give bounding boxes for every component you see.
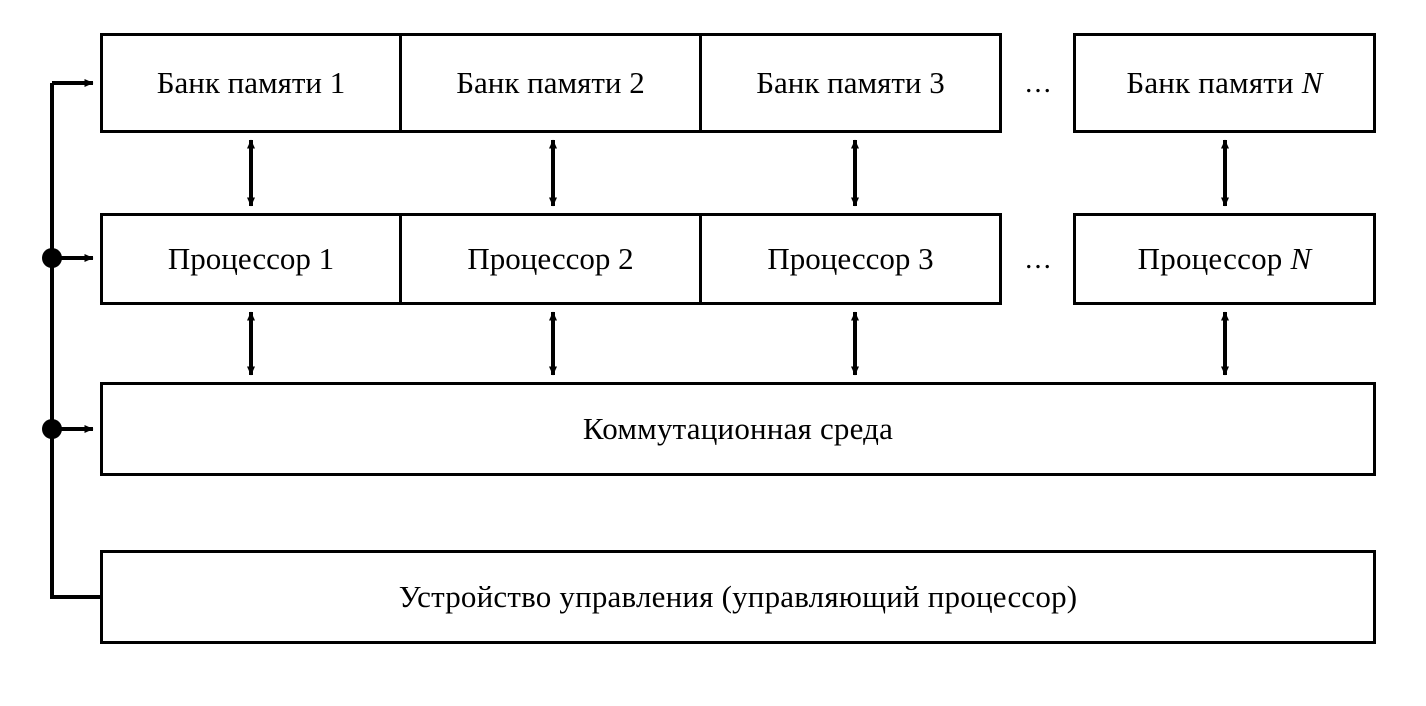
memory-bank-n[interactable] (1073, 33, 1376, 133)
processor-1[interactable] (100, 213, 402, 305)
processor-row (100, 213, 1005, 305)
processor-3-label: Процессор 3 (767, 241, 934, 276)
processor-n-label: Процессор (1137, 240, 1283, 276)
processor-1-label: Процессор 1 (167, 241, 335, 276)
memory-bank-n-index: N (1301, 64, 1323, 100)
switching-fabric-label: Коммутационная среда (582, 410, 894, 446)
control-unit-label: Устройство управления (управляющий процессор) (398, 578, 1078, 614)
control-bus (52, 83, 100, 597)
bus-junction-dots (42, 248, 62, 439)
memory-bank-row (100, 33, 1005, 133)
processor-n-index: N (1290, 240, 1312, 276)
memory-bank-3-label: Банк памяти 3 (756, 65, 945, 100)
memory-bank-3[interactable] (699, 33, 1002, 133)
switching-fabric-block[interactable] (100, 382, 1376, 476)
memory-bank-2-label: Банк памяти 2 (456, 65, 645, 100)
processor-2-label: Процессор 2 (467, 241, 634, 276)
memory-bank-n-label: Банк памяти (1126, 64, 1294, 100)
memory-bank-ellipsis: ... (1025, 66, 1053, 99)
memory-bank-1[interactable] (100, 33, 402, 133)
processor-ellipsis: ... (1025, 242, 1053, 275)
memory-bank-2[interactable] (399, 33, 702, 133)
memory-bank-1-label: Банк памяти 1 (156, 65, 346, 100)
processor-n[interactable] (1073, 213, 1376, 305)
control-unit-block[interactable] (100, 550, 1376, 644)
processor-3[interactable] (699, 213, 1002, 305)
processor-2[interactable] (399, 213, 702, 305)
